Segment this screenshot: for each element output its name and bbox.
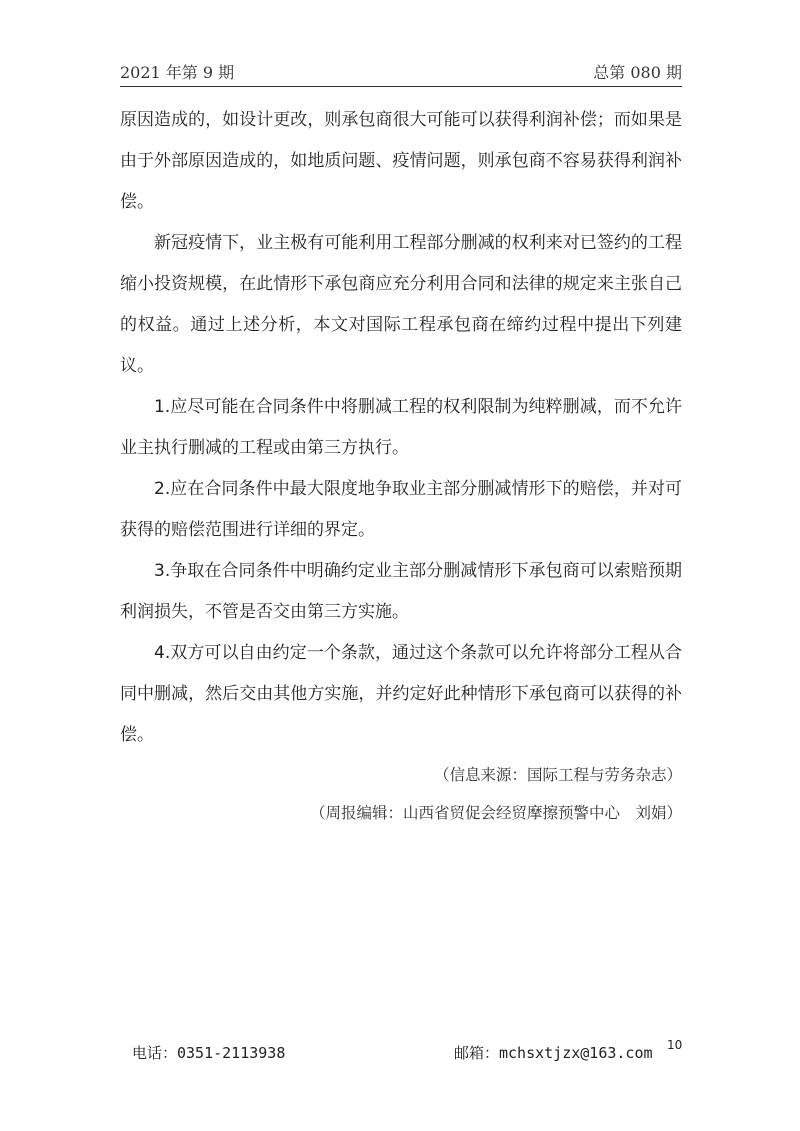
editor-note: （周报编辑：山西省贸促会经贸摩擦预警中心 刘娟） [309, 804, 682, 822]
recommendation-4: 4.双方可以自由约定一个条款，通过这个条款可以允许将部分工程从合同中删减，然后交由其他方实施，并约定好此种情形下承包商可以获得的补偿。 [120, 643, 682, 745]
page-header [120, 58, 682, 87]
article-body [120, 100, 682, 832]
recommendation-3: 3.争取在合同条件中明确约定业主部分删减情形下承包商可以索赔预期利润损失，不管是否交由第三方实施。 [120, 561, 682, 622]
phone-number: 电话：0351-2113938 [132, 1044, 286, 1062]
issue-number: 2021 年第 9 期 [120, 63, 235, 82]
recommendation-1: 1.应尽可能在合同条件中将删减工程的权利限制为纯粹删减，而不允许业主执行删减的工程或由第三方执行。 [120, 397, 682, 458]
recommendation-2: 2.应在合同条件中最大限度地争取业主部分删减情形下的赔偿，并对可获得的赔偿范围进行详细的界定。 [120, 479, 682, 540]
source-note: （信息来源：国际工程与劳务杂志） [433, 766, 682, 784]
email-address: 邮箱：mchsxtjzx@163.com [454, 1044, 653, 1062]
page-number: 10 [667, 1038, 683, 1052]
paragraph-covid: 新冠疫情下，业主极有可能利用工程部分删减的权利来对已签约的工程缩小投资规模，在此情形下承包商应充分利用合同和法律的规定来主张自己的权益。通过上述分析，本文对国际工程承包商在缔约过程中提出下列建议。 [120, 233, 682, 376]
page-footer [132, 1038, 692, 1066]
paragraph-continued: 原因造成的，如设计更改，则承包商很大可能可以获得利润补偿；而如果是由于外部原因造成的，如地质问题、疫情问题，则承包商不容易获得利润补偿。 [120, 110, 682, 212]
total-issue-number: 总第 080 期 [593, 63, 682, 82]
